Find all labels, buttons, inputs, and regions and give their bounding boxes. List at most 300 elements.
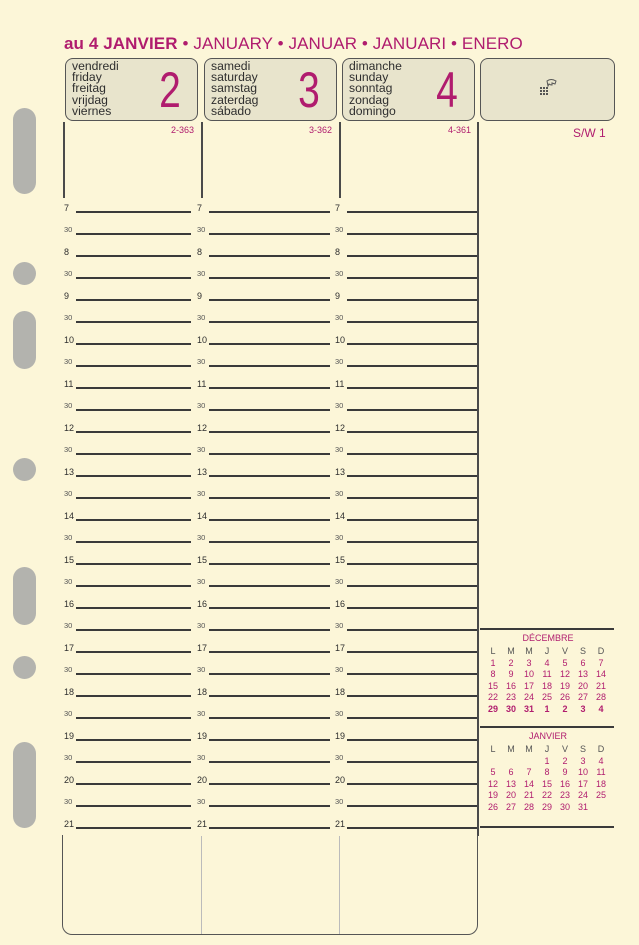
day-of-year: 2-363 [171, 125, 195, 135]
day-name: freitag [72, 81, 106, 96]
time-slot-line[interactable] [76, 343, 191, 345]
calendar-day[interactable]: 25 [595, 790, 606, 800]
time-slot-line[interactable] [347, 827, 477, 829]
time-slot-line[interactable] [76, 607, 191, 609]
time-slot-line[interactable] [209, 233, 330, 235]
time-slot-line[interactable] [209, 299, 330, 301]
time-slot-line[interactable] [209, 453, 330, 455]
half-hour-label: 30 [64, 709, 73, 718]
hour-label: 11 [335, 379, 345, 389]
weekday-label: J [544, 744, 550, 754]
time-slot-line[interactable] [347, 761, 477, 763]
calendar-day[interactable]: 24 [577, 790, 588, 800]
calendar-day[interactable]: 15 [487, 680, 498, 691]
calendar-grid [484, 646, 612, 715]
column-divider [63, 122, 65, 198]
time-slot-line[interactable] [76, 255, 191, 257]
time-slot-line[interactable] [347, 519, 477, 521]
day-name: zondag [349, 92, 389, 107]
half-hour-label: 30 [197, 225, 206, 234]
time-slot-line[interactable] [347, 409, 477, 411]
calendar-day[interactable]: 3 [526, 657, 532, 668]
time-slot-line[interactable] [76, 739, 191, 741]
hour-label: 7 [335, 203, 341, 213]
half-hour-label: 30 [335, 665, 344, 674]
time-slot-line[interactable] [347, 255, 477, 257]
time-slot-line[interactable] [209, 761, 330, 763]
day-name: vendredi [72, 59, 119, 73]
column-divider [339, 836, 340, 934]
time-slot-line[interactable] [347, 651, 477, 653]
day-number: 3 [298, 62, 320, 118]
time-slot-line[interactable] [209, 255, 330, 257]
calendar-day[interactable]: 28 [595, 692, 606, 702]
time-slot-line[interactable] [76, 277, 191, 279]
binder-hole [13, 311, 36, 369]
hour-label: 21 [335, 819, 346, 829]
calendar-day[interactable]: 2 [562, 755, 568, 766]
calendar-day[interactable]: 30 [505, 703, 516, 714]
time-slot-line[interactable] [209, 409, 330, 411]
binder-hole [13, 656, 36, 679]
half-hour-label: 30 [197, 445, 206, 454]
page-title [64, 34, 523, 54]
column-divider [477, 122, 479, 836]
half-hour-label: 30 [335, 225, 344, 234]
calendar-day[interactable]: 25 [541, 692, 552, 702]
hour-label: 18 [64, 687, 75, 697]
calendar-day[interactable]: 30 [559, 801, 570, 812]
day-name: sonntag [349, 81, 393, 96]
hour-label: 10 [335, 335, 346, 345]
half-hour-label: 30 [335, 313, 344, 322]
time-slot-line[interactable] [347, 563, 477, 565]
time-slot-line[interactable] [209, 519, 330, 521]
calendar-day[interactable]: 5 [562, 657, 568, 668]
time-slot-line[interactable] [347, 299, 477, 301]
column-divider [201, 836, 202, 934]
half-hour-label: 30 [64, 401, 73, 410]
calendar-day[interactable]: 28 [523, 801, 534, 812]
half-hour-label: 30 [335, 533, 344, 542]
time-slot-line[interactable] [347, 805, 477, 807]
time-slot-line[interactable] [347, 233, 477, 235]
time-slot-line[interactable] [209, 585, 330, 587]
day-header-box [204, 58, 337, 121]
calendar-day[interactable]: 18 [595, 778, 606, 789]
calendar-day[interactable]: 6 [580, 657, 586, 668]
time-slot-line[interactable] [209, 365, 330, 367]
calendar-day[interactable]: 29 [541, 801, 552, 812]
hour-label: 21 [197, 819, 208, 829]
time-slot-line[interactable] [76, 211, 191, 213]
time-slot-line[interactable] [76, 233, 191, 235]
time-slot-line[interactable] [347, 629, 477, 631]
half-hour-label: 30 [64, 269, 73, 278]
time-slot-line[interactable] [347, 453, 477, 455]
time-slot-line[interactable] [209, 563, 330, 565]
day-names [211, 61, 258, 117]
calendar-day[interactable]: 20 [505, 790, 516, 800]
calendar-day[interactable]: 4 [544, 657, 550, 668]
time-slot-line[interactable] [347, 497, 477, 499]
day-name: friday [72, 70, 102, 85]
calendar-day[interactable]: 6 [508, 767, 514, 777]
half-hour-label: 30 [197, 665, 206, 674]
calendar-divider [480, 826, 614, 828]
hour-label: 11 [64, 379, 74, 389]
calendar-day[interactable]: 10 [523, 669, 534, 679]
day-name: vrijdag [72, 92, 108, 107]
hour-label: 17 [197, 643, 208, 653]
phone-notes-box [480, 58, 615, 121]
calendar-day[interactable]: 21 [595, 680, 606, 691]
hour-label: 18 [197, 687, 208, 697]
time-slot-line[interactable] [209, 673, 330, 675]
column-divider [201, 122, 203, 198]
half-hour-label: 30 [197, 357, 206, 366]
time-slot-line[interactable] [76, 475, 191, 477]
time-slot-line[interactable] [209, 607, 330, 609]
hour-label: 14 [197, 511, 208, 521]
time-slot-line[interactable] [76, 563, 191, 565]
time-slot-line[interactable] [209, 321, 330, 323]
time-slot-line[interactable] [76, 431, 191, 433]
calendar-day [484, 756, 502, 768]
hour-label: 13 [64, 467, 75, 477]
calendar-day[interactable]: 16 [505, 680, 516, 691]
day-name: sunday [349, 70, 389, 85]
time-slot-line[interactable] [347, 673, 477, 675]
half-hour-label: 30 [197, 313, 206, 322]
calendar-day [592, 802, 610, 814]
time-slot-line[interactable] [347, 585, 477, 587]
time-slot-line[interactable] [209, 827, 330, 829]
calendar-day[interactable]: 11 [596, 767, 606, 777]
day-of-year: 4-361 [448, 125, 472, 135]
calendar-day[interactable]: 1 [544, 755, 550, 766]
time-slot-line[interactable] [76, 299, 191, 301]
time-slot-line[interactable] [76, 761, 191, 763]
day-number: 2 [159, 62, 181, 118]
half-hour-label: 30 [335, 489, 344, 498]
time-slot-line[interactable] [209, 717, 330, 719]
time-slot-line[interactable] [209, 497, 330, 499]
hour-label: 20 [197, 775, 208, 785]
time-slot-line[interactable] [209, 739, 330, 741]
calendar-divider [480, 726, 614, 728]
hour-label: 19 [335, 731, 346, 741]
time-slot-line[interactable] [209, 695, 330, 697]
time-slot-line[interactable] [347, 365, 477, 367]
half-hour-label: 30 [64, 797, 73, 806]
half-hour-label: 30 [335, 753, 344, 762]
calendar-day[interactable]: 27 [505, 801, 516, 812]
time-slot-line[interactable] [76, 497, 191, 499]
weekday-label: L [490, 744, 496, 754]
calendar-day[interactable]: 31 [577, 801, 588, 812]
binder-hole [13, 742, 36, 828]
hour-label: 12 [64, 423, 75, 433]
time-slot-line[interactable] [347, 783, 477, 785]
time-slot-line[interactable] [76, 629, 191, 631]
hour-label: 15 [335, 555, 346, 565]
hour-label: 12 [197, 423, 208, 433]
hour-label: 17 [335, 643, 346, 653]
time-slot-line[interactable] [76, 585, 191, 587]
calendar-day[interactable]: 1 [490, 657, 496, 668]
calendar-day[interactable]: 29 [487, 703, 498, 714]
calendar-day[interactable]: 2 [562, 703, 568, 714]
hour-label: 14 [335, 511, 346, 521]
half-hour-label: 30 [335, 445, 344, 454]
calendar-day[interactable]: 4 [598, 755, 604, 766]
time-slot-line[interactable] [347, 277, 477, 279]
weekday-label: V [561, 646, 568, 656]
hour-label: 8 [335, 247, 341, 257]
binder-hole [13, 262, 36, 285]
weekday-label: D [597, 744, 605, 754]
half-hour-label: 30 [64, 665, 73, 674]
hour-label: 19 [64, 731, 75, 741]
time-slot-line[interactable] [347, 695, 477, 697]
mini-calendar-january [484, 731, 612, 813]
weekday-label: M [507, 744, 515, 754]
calendar-day[interactable]: 15 [541, 778, 552, 789]
hour-label: 8 [64, 247, 70, 257]
calendar-day[interactable]: 19 [559, 680, 570, 691]
day-name: dimanche [349, 59, 402, 73]
calendar-day[interactable]: 22 [541, 790, 552, 800]
binder-hole [13, 108, 36, 194]
calendar-day[interactable]: 20 [577, 680, 588, 691]
time-slot-line[interactable] [76, 673, 191, 675]
hour-label: 12 [335, 423, 346, 433]
hour-label: 9 [197, 291, 203, 301]
calendar-day[interactable]: 23 [505, 692, 516, 702]
half-hour-label: 30 [197, 269, 206, 278]
week-number: S/W 1 [573, 126, 606, 140]
hour-label: 13 [197, 467, 208, 477]
calendar-divider [480, 628, 614, 630]
day-name: viernes [72, 103, 112, 118]
calendar-day[interactable]: 27 [577, 692, 588, 702]
calendar-day [502, 756, 520, 768]
calendar-day[interactable]: 5 [490, 767, 496, 777]
time-slot-line[interactable] [347, 739, 477, 741]
calendar-day[interactable]: 12 [487, 778, 498, 789]
calendar-day[interactable]: 7 [598, 657, 604, 668]
half-hour-label: 30 [197, 709, 206, 718]
time-slot-line[interactable] [209, 651, 330, 653]
calendar-day[interactable]: 13 [577, 669, 588, 679]
hour-label: 9 [64, 291, 70, 301]
day-of-year: 3-362 [309, 125, 333, 135]
half-hour-label: 30 [64, 357, 73, 366]
hour-label: 10 [197, 335, 208, 345]
binder-hole [13, 567, 36, 625]
hour-label: 17 [64, 643, 75, 653]
calendar-day[interactable]: 16 [559, 778, 570, 789]
hour-label: 18 [335, 687, 346, 697]
hour-label: 14 [64, 511, 75, 521]
calendar-day[interactable]: 8 [544, 767, 550, 777]
half-hour-label: 30 [64, 621, 73, 630]
calendar-day[interactable]: 13 [505, 778, 516, 789]
half-hour-label: 30 [64, 225, 73, 234]
time-slot-line[interactable] [76, 453, 191, 455]
time-slot-line[interactable] [76, 365, 191, 367]
time-slot-line[interactable] [347, 607, 477, 609]
time-slot-line[interactable] [209, 387, 330, 389]
half-hour-label: 30 [64, 489, 73, 498]
calendar-day[interactable]: 23 [559, 790, 570, 800]
half-hour-label: 30 [197, 621, 206, 630]
calendar-day[interactable]: 3 [580, 755, 586, 766]
weekday-label: M [525, 744, 533, 754]
weekday-label: S [579, 744, 586, 754]
time-slot-line[interactable] [209, 783, 330, 785]
calendar-day[interactable]: 14 [523, 778, 534, 789]
half-hour-label: 30 [64, 445, 73, 454]
weekday-label: M [525, 646, 533, 656]
time-slot-line[interactable] [347, 431, 477, 433]
half-hour-label: 30 [335, 269, 344, 278]
hour-label: 15 [64, 555, 75, 565]
hour-label: 8 [197, 247, 203, 257]
half-hour-label: 30 [64, 577, 73, 586]
title-date: au 4 JANVIER [64, 34, 178, 53]
half-hour-label: 30 [335, 357, 344, 366]
hour-label: 19 [197, 731, 208, 741]
calendar-day[interactable]: 3 [580, 703, 586, 714]
calendar-day[interactable]: 11 [542, 669, 552, 679]
weekday-label: M [507, 646, 515, 656]
weekday-label: J [544, 646, 550, 656]
day-name: sábado [211, 103, 251, 118]
calendar-day[interactable]: 14 [595, 669, 606, 679]
time-slot-line[interactable] [209, 475, 330, 477]
calendar-day[interactable]: 26 [487, 801, 498, 812]
calendar-day[interactable]: 10 [577, 767, 588, 777]
column-divider [339, 122, 341, 198]
day-number: 4 [436, 62, 458, 118]
half-hour-label: 30 [64, 753, 73, 762]
calendar-day[interactable]: 19 [487, 790, 498, 800]
half-hour-label: 30 [197, 753, 206, 762]
time-slot-line[interactable] [209, 343, 330, 345]
time-slot-line[interactable] [76, 783, 191, 785]
half-hour-label: 30 [197, 401, 206, 410]
day-name: zaterdag [211, 92, 259, 107]
calendar-day[interactable]: 31 [523, 703, 534, 714]
hour-label: 16 [197, 599, 208, 609]
time-slot-line[interactable] [209, 431, 330, 433]
half-hour-label: 30 [335, 797, 344, 806]
calendar-day[interactable]: 17 [523, 680, 534, 691]
time-slot-line[interactable] [347, 387, 477, 389]
hour-label: 11 [197, 379, 207, 389]
hour-label: 7 [64, 203, 70, 213]
calendar-day[interactable]: 7 [526, 767, 532, 777]
time-slot-line[interactable] [347, 343, 477, 345]
calendar-day[interactable]: 9 [562, 767, 568, 777]
weekday-label: V [561, 744, 568, 754]
calendar-day[interactable]: 26 [559, 692, 570, 702]
day-name: domingo [349, 103, 396, 118]
telephone-icon [537, 76, 561, 100]
time-slot-line[interactable] [209, 211, 330, 213]
time-slot-line[interactable] [347, 541, 477, 543]
calendar-day[interactable]: 2 [508, 657, 514, 668]
half-hour-label: 30 [197, 577, 206, 586]
calendar-month: DÉCEMBRE [522, 633, 574, 643]
time-slot-line[interactable] [76, 321, 191, 323]
time-slot-line[interactable] [209, 629, 330, 631]
calendar-day[interactable]: 21 [523, 790, 534, 800]
weekday-label: L [490, 646, 496, 656]
time-slot-line[interactable] [347, 475, 477, 477]
time-slot-line[interactable] [76, 519, 191, 521]
weekday-label: S [579, 646, 586, 656]
hour-label: 20 [64, 775, 75, 785]
calendar-day[interactable]: 8 [490, 669, 496, 679]
calendar-day[interactable]: 1 [544, 703, 550, 714]
time-slot-line[interactable] [347, 211, 477, 213]
time-slot-line[interactable] [76, 541, 191, 543]
time-slot-line[interactable] [347, 717, 477, 719]
mini-calendar-december [484, 633, 612, 715]
time-slot-line[interactable] [76, 827, 191, 829]
calendar-day[interactable]: 17 [577, 778, 588, 789]
time-slot-line[interactable] [76, 717, 191, 719]
time-slot-line[interactable] [76, 805, 191, 807]
time-slot-line[interactable] [209, 541, 330, 543]
time-slot-line[interactable] [76, 409, 191, 411]
hour-label: 16 [64, 599, 75, 609]
time-slot-line[interactable] [209, 277, 330, 279]
time-slot-line[interactable] [76, 651, 191, 653]
day-header-box [342, 58, 475, 121]
calendar-day[interactable]: 22 [487, 692, 498, 702]
calendar-grid [484, 744, 612, 813]
day-name: samedi [211, 59, 251, 73]
time-slot-line[interactable] [76, 695, 191, 697]
half-hour-label: 30 [64, 533, 73, 542]
hour-label: 15 [197, 555, 208, 565]
day-header-box [65, 58, 198, 121]
day-name: samstag [211, 81, 258, 96]
hour-label: 7 [197, 203, 203, 213]
hour-label: 13 [335, 467, 346, 477]
calendar-day[interactable]: 24 [523, 692, 534, 702]
calendar-day[interactable]: 12 [559, 669, 570, 679]
half-hour-label: 30 [335, 577, 344, 586]
half-hour-label: 30 [197, 489, 206, 498]
time-slot-line[interactable] [209, 805, 330, 807]
time-slot-line[interactable] [76, 387, 191, 389]
calendar-day[interactable]: 4 [598, 703, 604, 714]
half-hour-label: 30 [197, 797, 206, 806]
weekday-label: D [597, 646, 605, 656]
hour-label: 16 [335, 599, 346, 609]
time-slot-line[interactable] [347, 321, 477, 323]
day-names [72, 61, 119, 117]
half-hour-label: 30 [197, 533, 206, 542]
calendar-month: JANVIER [528, 731, 567, 741]
calendar-day[interactable]: 9 [508, 669, 514, 679]
calendar-day[interactable]: 18 [541, 680, 552, 691]
